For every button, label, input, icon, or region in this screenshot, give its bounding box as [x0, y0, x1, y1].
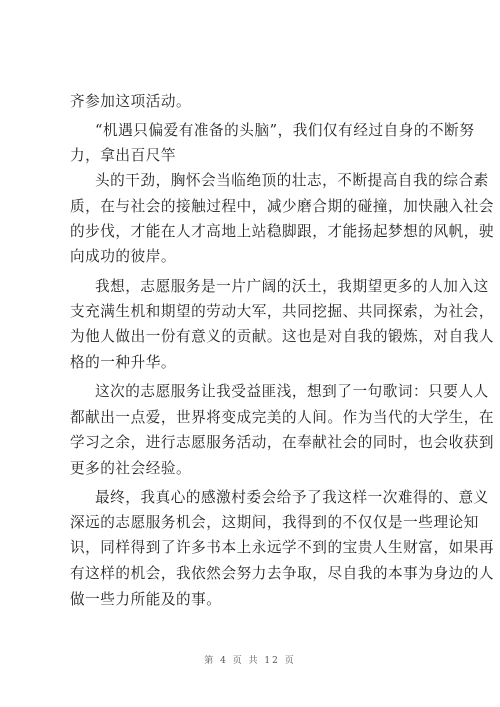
paragraph-line: 深远的志愿服务机会，这期间，我得到的不仅仅是一些理论知: [70, 514, 479, 531]
paragraph-line: 学习之余，进行志愿服务活动，在奉献社会的同时，也会收获到: [70, 434, 495, 451]
paragraph-line: “机遇只偏爱有准备的头脑”，我们仅有经过自身的不断努: [95, 122, 475, 139]
paragraph-line: 为他人做出一份有意义的贡献。这也是对自我的锻炼，对自我人: [70, 328, 495, 345]
paragraph-line: 我想，志愿服务是一片广阔的沃土，我期望更多的人加入这: [95, 278, 489, 295]
paragraph-line: 更多的社会经验。: [70, 460, 192, 477]
paragraph-line: 向成功的彼岸。: [70, 248, 177, 265]
paragraph-line: 支充满生机和期望的劳动大军，共同挖掘、共同探索，为社会，: [70, 303, 495, 320]
paragraph-line: 识，同样得到了许多书本上永远学不到的宝贵人生财富，如果再: [70, 539, 495, 556]
page-number-footer: 第 4 页 共 12 页: [204, 656, 296, 666]
paragraph-line: 的步伐，才能在人才高地上站稳脚跟，才能扬起梦想的风帆，驶: [70, 223, 495, 240]
paragraph-line: 都献出一点爱，世界将变成完美的人间。作为当代的大学生，在: [70, 409, 495, 426]
paragraph-line: 有这样的机会，我依然会努力去争取，尽自我的本事为身边的人: [70, 565, 495, 582]
paragraph-line: 质，在与社会的接触过程中，减少磨合期的碰撞，加快融入社会: [70, 198, 495, 215]
paragraph-line: 格的一种升华。: [70, 354, 177, 371]
paragraph-line: 齐参加这项活动。: [70, 93, 192, 110]
paragraph-line: 做一些力所能及的事。: [70, 591, 222, 608]
paragraph-line: 最终，我真心的感激村委会给予了我这样一次难得的、意义: [95, 489, 489, 506]
paragraph-line: 这次的志愿服务让我受益匪浅，想到了一句歌词：只要人人: [95, 383, 489, 400]
paragraph-line: 力，拿出百尺竿: [70, 147, 177, 164]
paragraph-line: 头的干劲，胸怀会当临绝顶的壮志，不断提高自我的综合素: [95, 172, 489, 189]
